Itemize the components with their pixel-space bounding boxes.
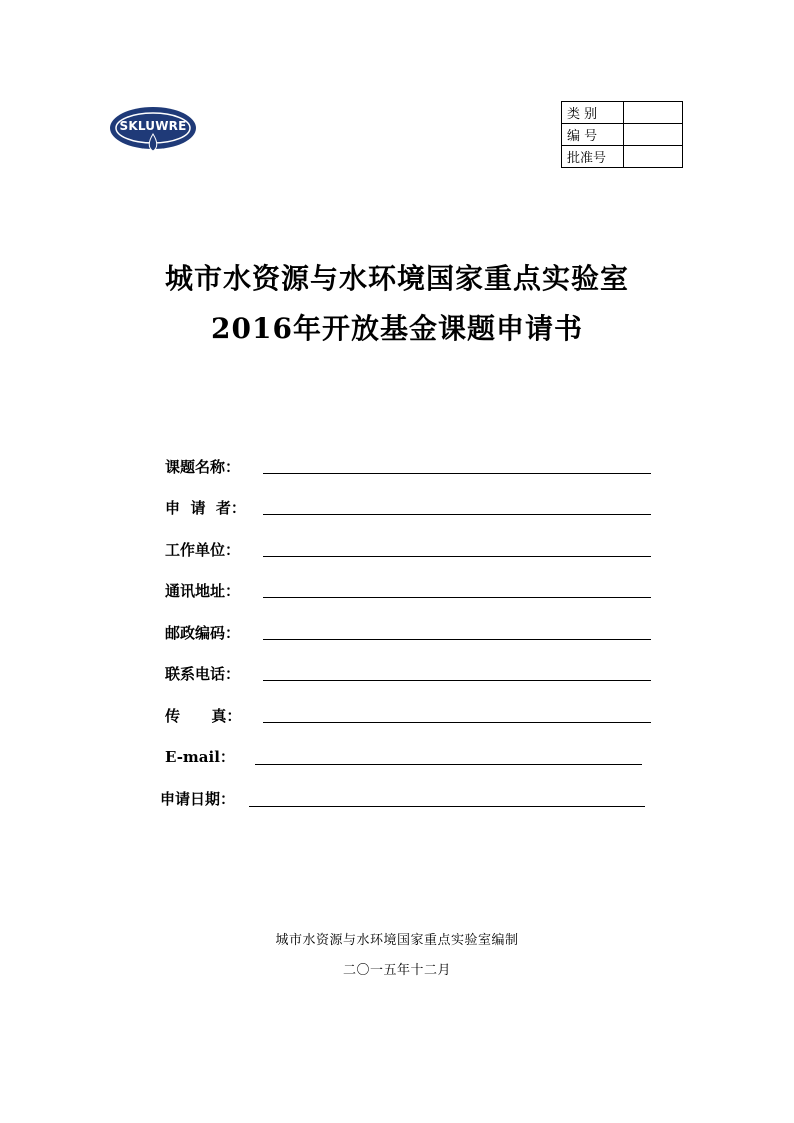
work-unit-input[interactable] [263, 556, 651, 557]
applicant-input[interactable] [263, 514, 651, 515]
work-unit-label: 工作单位： [165, 541, 241, 559]
number-label: 编 号 [562, 124, 624, 146]
compiler-org: 城市水资源与水环境国家重点实验室编制 [275, 933, 519, 948]
phone-label: 联系电话： [165, 665, 241, 683]
meta-row-approval [562, 146, 683, 168]
compile-date: 二〇一五年十二月 [342, 963, 451, 978]
fax-input[interactable] [263, 722, 651, 723]
number-value[interactable] [624, 124, 683, 146]
fax-label: 传 真： [165, 707, 242, 725]
meta-row-number [562, 124, 683, 146]
applicant-field [165, 497, 655, 519]
document-subtitle: 2016年开放基金课题申请书 [211, 312, 583, 345]
email-input[interactable] [255, 764, 642, 765]
phone-input[interactable] [263, 680, 651, 681]
project-name-field [165, 456, 655, 478]
approval-number-label: 批准号 [562, 146, 624, 168]
project-name-label: 课题名称： [165, 458, 241, 476]
category-label: 类 别 [562, 102, 624, 124]
postal-code-input[interactable] [263, 639, 651, 640]
meta-table [561, 101, 683, 168]
email-field [165, 746, 655, 768]
approval-number-value[interactable] [624, 146, 683, 168]
project-name-input[interactable] [263, 473, 651, 474]
fax-field [165, 705, 655, 727]
mailing-address-input[interactable] [263, 597, 651, 598]
email-label: E-mail： [165, 748, 235, 766]
logo-text: SKLUWRE [119, 119, 187, 133]
postal-code-label: 邮政编码： [165, 624, 241, 642]
meta-row-category [562, 102, 683, 124]
mailing-address-field [165, 580, 655, 602]
document-title: 城市水资源与水环境国家重点实验室 [164, 262, 629, 295]
work-unit-field [165, 539, 655, 561]
category-value[interactable] [624, 102, 683, 124]
lab-logo [108, 104, 198, 156]
mailing-address-label: 通讯地址： [165, 582, 241, 600]
application-date-input[interactable] [249, 806, 645, 807]
postal-code-field [165, 622, 655, 644]
phone-field [165, 663, 655, 685]
application-date-field [160, 788, 650, 810]
applicant-label: 申 请 者： [165, 499, 246, 517]
application-date-label: 申请日期： [160, 790, 236, 808]
